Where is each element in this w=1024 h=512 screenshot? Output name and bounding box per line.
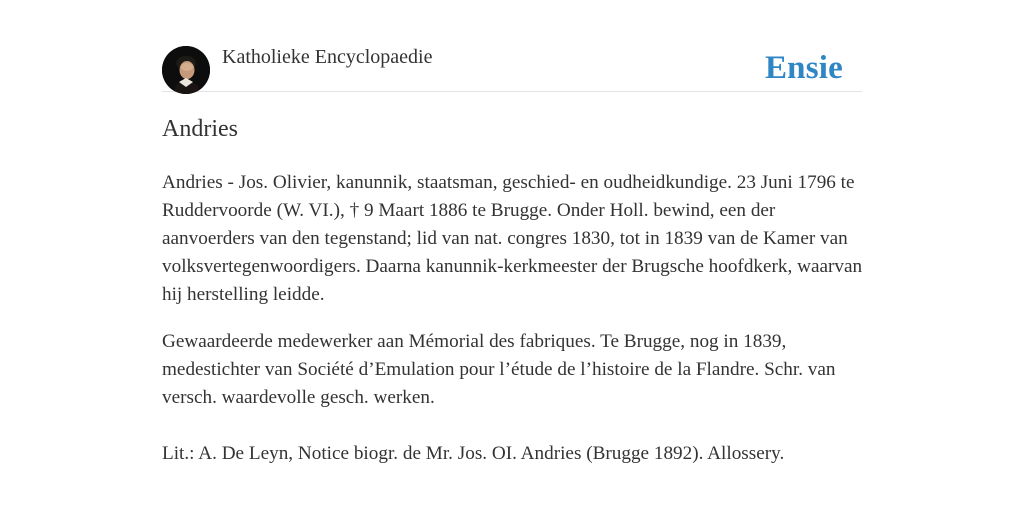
brand-logo-text[interactable]: Ensie — [764, 50, 843, 86]
site-logo-avatar[interactable] — [162, 46, 210, 94]
site-header — [162, 44, 862, 92]
article-paragraph: Gewaardeerde medewerker aan Mémorial des fabriques. Te Brugge, nog in 1839, medestichter van Société d’Emulation pour l’étude de l’histoire de la Flandre. Schr. van versch. waardevolle gesch. werken. — [162, 331, 836, 408]
article-body — [162, 169, 867, 487]
article-title: Andries — [162, 116, 238, 142]
literature-reference: Lit.: A. De Leyn, Notice biogr. de Mr. Jos. OI. Andries (Brugge 1892). Allossery. — [162, 443, 785, 464]
portrait-icon — [162, 46, 210, 94]
site-name[interactable]: Katholieke Encyclopaedie — [222, 46, 433, 68]
article-paragraph: Andries - Jos. Olivier, kanunnik, staatsman, geschied- en oudheidkundige. 23 Juni 1796 te Ruddervoorde (W. VI.), † 9 Maart 1886 te Brugge. Onder Holl. bewind, een der aanvoerders van den tegenstand; lid van nat. congres 1830, tot in 1839 van de Kamer van volksvertegenwoordigers. Daarna kanunnik-kerkmeester der Brugsche hoofdkerk, waarvan hij herstelling leidde. — [162, 172, 863, 305]
